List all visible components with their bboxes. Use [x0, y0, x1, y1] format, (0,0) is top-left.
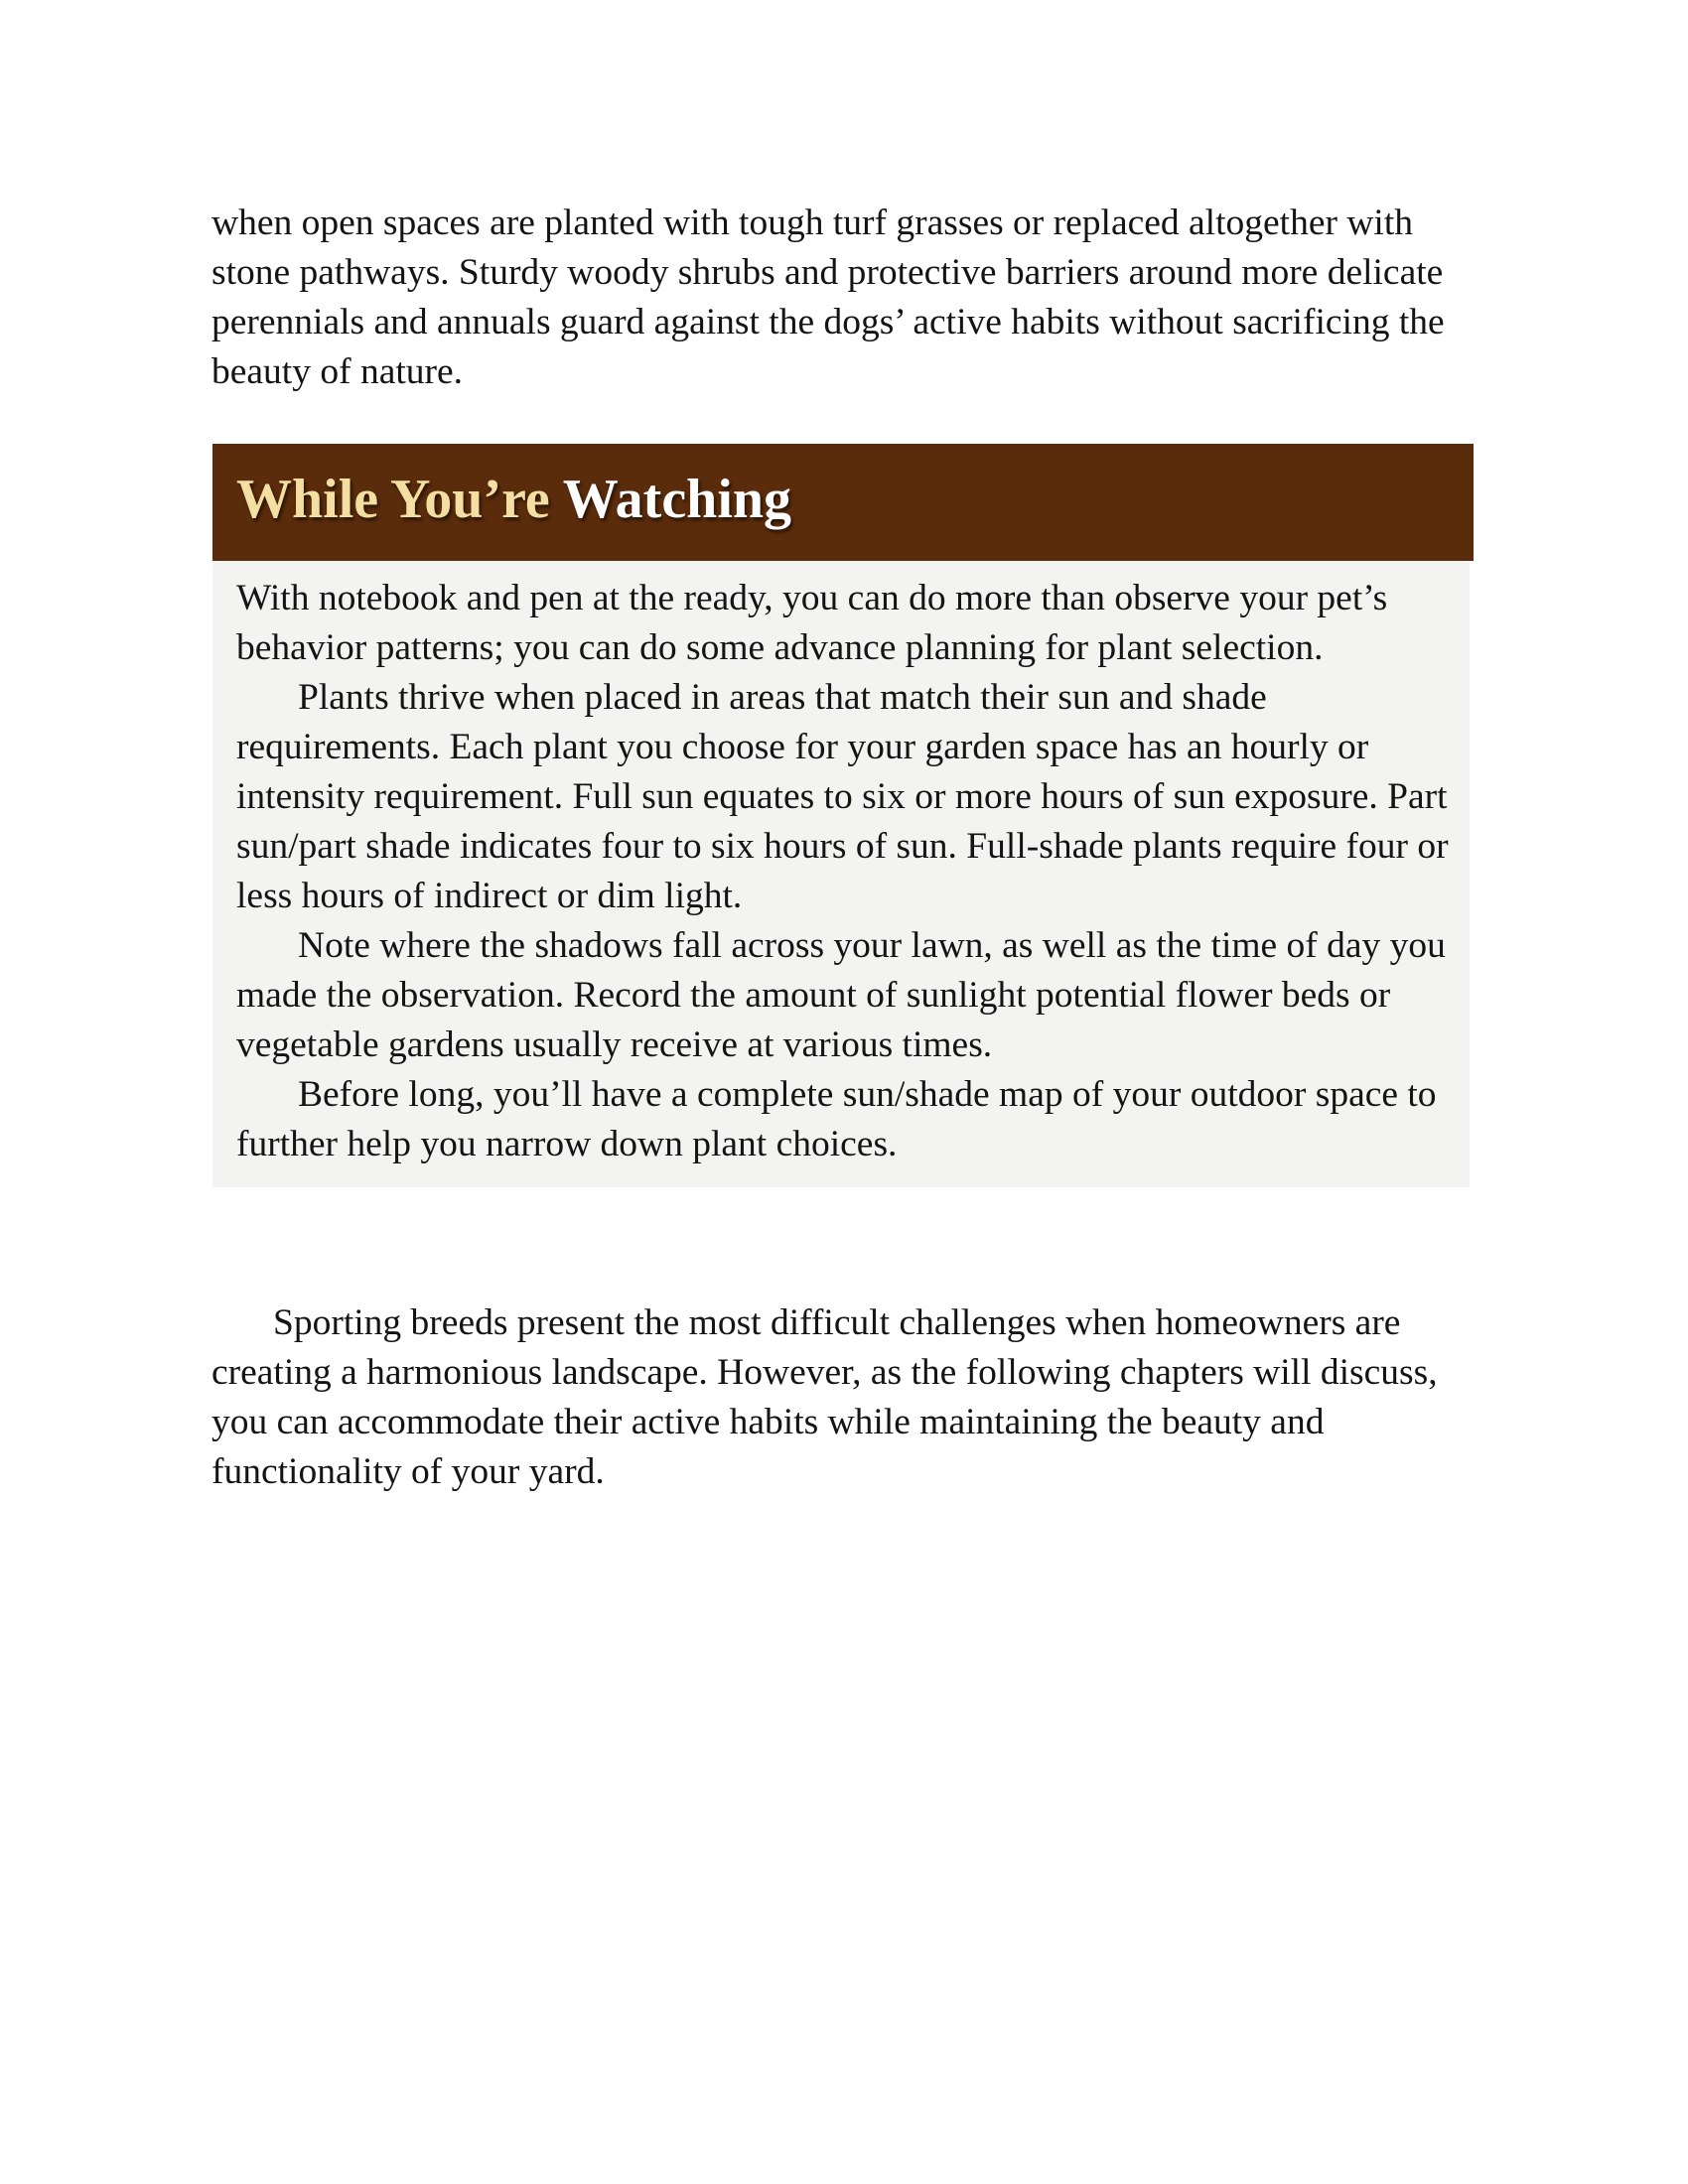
sidebar-title	[236, 468, 791, 531]
closing-paragraph: Sporting breeds present the most difficult challenges when homeowners are creating a harmonious landscape. However, as the following chapters will discuss, you can accommodate their active habits while maintaining the beauty and functionality of your yard.	[211, 1302, 1438, 1492]
sidebar-paragraph-3: Note where the shadows fall across your lawn, as well as the time of day you made the observation. Record the amount of sunlight potential flower beds or vegetable gardens usually receive at various times.	[236, 925, 1446, 1065]
intro-paragraph: when open spaces are planted with tough turf grasses or replaced altogether with stone pathways. Sturdy woody shrubs and protective barriers around more delicate perennials and annuals guard against the dogs’ active habits without sacrificing the beauty of nature.	[211, 203, 1445, 392]
sidebar-title-part2: Watching	[562, 469, 792, 530]
sidebar-paragraph-1: With notebook and pen at the ready, you can do more than observe your pet’s behavior patterns; you can do some advance planning for plant selection.	[236, 578, 1388, 668]
sidebar-paragraph-4: Before long, you’ll have a complete sun/shade map of your outdoor space to further help you narrow down plant choices.	[236, 1074, 1437, 1164]
sidebar-header	[212, 444, 1474, 561]
sidebar-body	[212, 561, 1470, 1187]
sidebar-box	[212, 444, 1474, 1187]
sidebar-paragraph-2: Plants thrive when placed in areas that match their sun and shade requirements. Each plant you choose for your garden space has an hourly or intensity requirement. Full sun equates to six or more hours of sun exposure. Part sun/part shade indicates four to six hours of sun. Full-shade plants require four or less hours of indirect or dim light.	[236, 677, 1449, 916]
sidebar-title-part1: While You’re	[236, 469, 550, 530]
